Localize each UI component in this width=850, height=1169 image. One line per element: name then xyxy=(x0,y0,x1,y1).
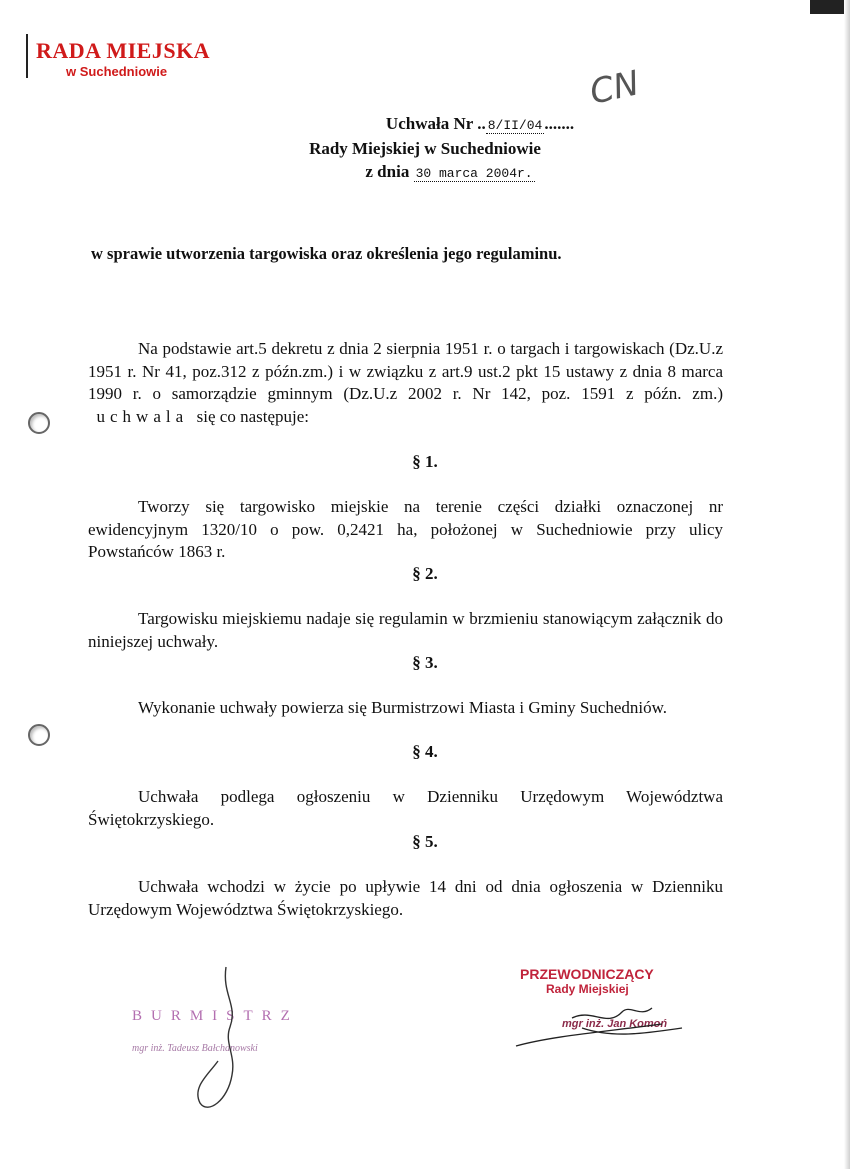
council-name-line: Rady Miejskiej w Suchedniowie xyxy=(309,139,541,158)
mayor-stamp-role: BURMISTRZ xyxy=(132,1008,299,1024)
section-mark-2: § 2. xyxy=(412,564,438,583)
resolution-date-prefix: z dnia xyxy=(365,162,410,181)
section-text-5: Uchwała wchodzi w życie po upływie 14 dni od dnia ogłoszenia w Dzienniku Urzędowym Województwa Świętokrzyskiego. xyxy=(88,877,723,919)
chair-stamp-name: mgr inż. Jan Komoń xyxy=(562,1018,668,1030)
resolution-date-line xyxy=(50,160,850,185)
resolution-number-line xyxy=(110,112,850,137)
resolution-subject: w sprawie utworzenia targowiska oraz określenia jego regulaminu. xyxy=(91,244,562,263)
section-mark-5: § 5. xyxy=(412,832,438,851)
mayor-stamp-name: mgr inż. Tadeusz Bałchanowski xyxy=(132,1043,258,1054)
punch-hole-top xyxy=(28,412,50,434)
chair-signature xyxy=(512,988,692,1058)
section-mark-1: § 1. xyxy=(412,452,438,471)
preamble-text: Na podstawie art.5 dekretu z dnia 2 sierpnia 1951 r. o targach i targowiskach (Dz.U.z 1951 r. Nr 41, poz.312 z późn.zm.) i w związku z art.9 ust.2 pkt 15 ustawy z dnia 8 marca 1990 r. o samorządzie gminnym (Dz.U.z 2002 r. Nr 142, poz. 1591 z późn. zm.) xyxy=(88,339,723,403)
section-text-1: Tworzy się targowisko miejskie na terenie części działki oznaczonej nr ewidencyjnym 1320/10 o pow. 0,2421 ha, położonej w Suchedniowie przy ulicy Powstańców 1863 r. xyxy=(88,497,723,561)
margin-mark xyxy=(26,34,28,78)
preamble-resolves: uchwala xyxy=(96,406,189,426)
resolution-number-suffix: ....... xyxy=(544,114,575,133)
mayor-signature xyxy=(178,965,248,1125)
section-mark-4: § 4. xyxy=(412,742,438,761)
handwritten-note: CN xyxy=(586,63,643,113)
section-text-4: Uchwała podlega ogłoszeniu w Dzienniku Urzędowym Województwa Świętokrzyskiego. xyxy=(88,787,723,829)
section-text-2: Targowisku miejskiemu nadaje się regulamin w brzmieniu stanowiącym załącznik do niniejszej uchwały. xyxy=(88,609,723,651)
section-text-3: Wykonanie uchwały powierza się Burmistrzowi Miasta i Gminy Suchedniów. xyxy=(138,698,668,717)
resolution-number: 8/II/04 xyxy=(487,118,543,133)
resolution-number-prefix: Uchwała Nr .. xyxy=(385,114,486,133)
resolution-date: 30 marca 2004r. xyxy=(415,166,533,181)
council-stamp-line2: w Suchedniowie xyxy=(66,64,168,79)
chair-stamp-body: Rady Miejskiej xyxy=(546,982,629,996)
section-mark-3: § 3. xyxy=(412,653,438,672)
preamble-paragraph xyxy=(88,338,723,428)
resolution-header xyxy=(0,112,850,185)
chair-stamp-role: PRZEWODNICZĄCY xyxy=(520,966,654,982)
council-stamp xyxy=(36,38,210,79)
council-stamp-line1: RADA MIEJSKA xyxy=(36,38,211,63)
preamble-ending: się co następuje: xyxy=(196,406,309,426)
